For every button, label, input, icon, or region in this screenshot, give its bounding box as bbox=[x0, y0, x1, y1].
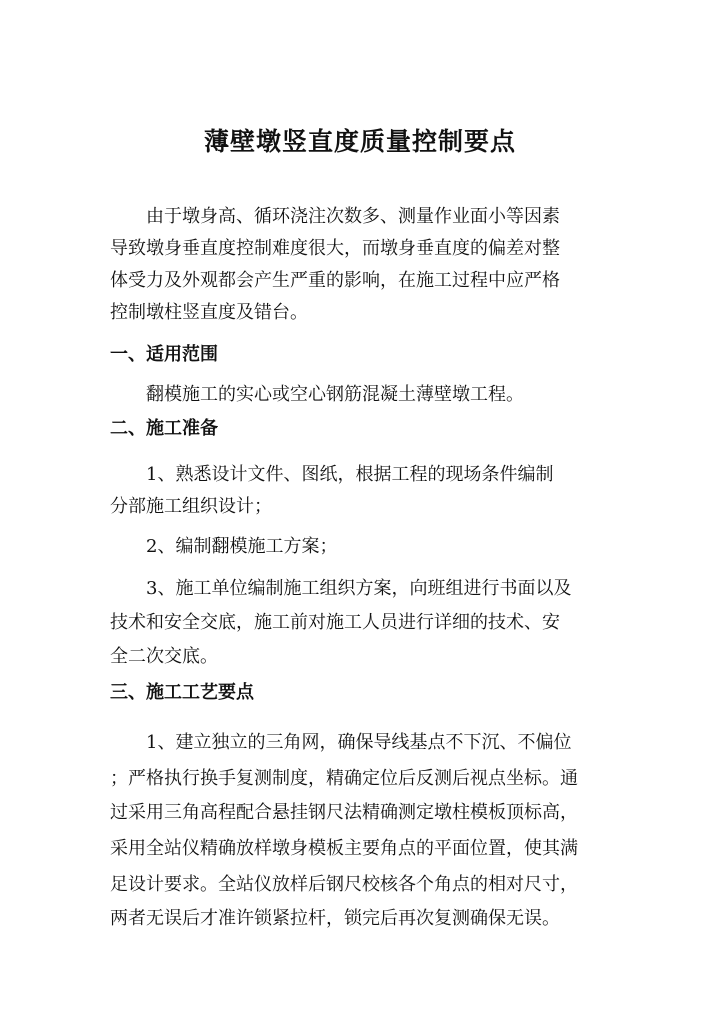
process-item1-line-3: 过采用三角高程配合悬挂钢尺法精确测定墩柱模板顶标高， bbox=[110, 802, 578, 823]
section-heading-scope: 一、适用范围 bbox=[110, 344, 218, 365]
prep-item1-line-1: 1、熟悉设计文件、图纸，根据工程的现场条件编制 bbox=[146, 464, 554, 485]
intro-line-2: 导致墩身垂直度控制难度很大，而墩身垂直度的偏差对整 bbox=[110, 238, 560, 259]
intro-line-1: 由于墩身高、循环浇注次数多、测量作业面小等因素 bbox=[146, 206, 560, 227]
prep-item3-line-1: 3、施工单位编制施工组织方案，向班组进行书面以及 bbox=[146, 578, 572, 599]
prep-item3-line-3: 全二次交底。 bbox=[110, 646, 218, 667]
prep-item3-line-2: 技术和安全交底，施工前对施工人员进行详细的技术、安 bbox=[110, 612, 560, 633]
section-heading-process: 三、施工工艺要点 bbox=[110, 682, 254, 703]
intro-line-4: 控制墩柱竖直度及错台。 bbox=[110, 302, 308, 323]
section-heading-preparation: 二、施工准备 bbox=[110, 418, 218, 439]
process-item1-line-1: 1、建立独立的三角网，确保导线基点不下沉、不偏位 bbox=[146, 732, 572, 753]
prep-item1-line-2: 分部施工组织设计； bbox=[110, 496, 272, 517]
document-title: 薄壁墩竖直度质量控制要点 bbox=[203, 127, 516, 156]
process-item1-line-6: 两者无误后才准许锁紧拉杆，锁完后再次复测确保无误。 bbox=[110, 908, 560, 929]
process-item1-line-5: 足设计要求。全站仪放样后钢尺校核各个角点的相对尺寸， bbox=[110, 874, 578, 895]
process-item1-line-2: ；严格执行换手复测制度，精确定位后反测后视点坐标。通 bbox=[110, 768, 578, 789]
intro-line-3: 体受力及外观都会产生严重的影响，在施工过程中应严格 bbox=[110, 270, 560, 291]
process-item1-line-4: 采用全站仪精确放样墩身模板主要角点的平面位置，使其满 bbox=[110, 838, 578, 859]
prep-item2-line-1: 2、编制翻模施工方案； bbox=[146, 536, 338, 557]
scope-line-1: 翻模施工的实心或空心钢筋混凝土薄壁墩工程。 bbox=[146, 384, 524, 405]
